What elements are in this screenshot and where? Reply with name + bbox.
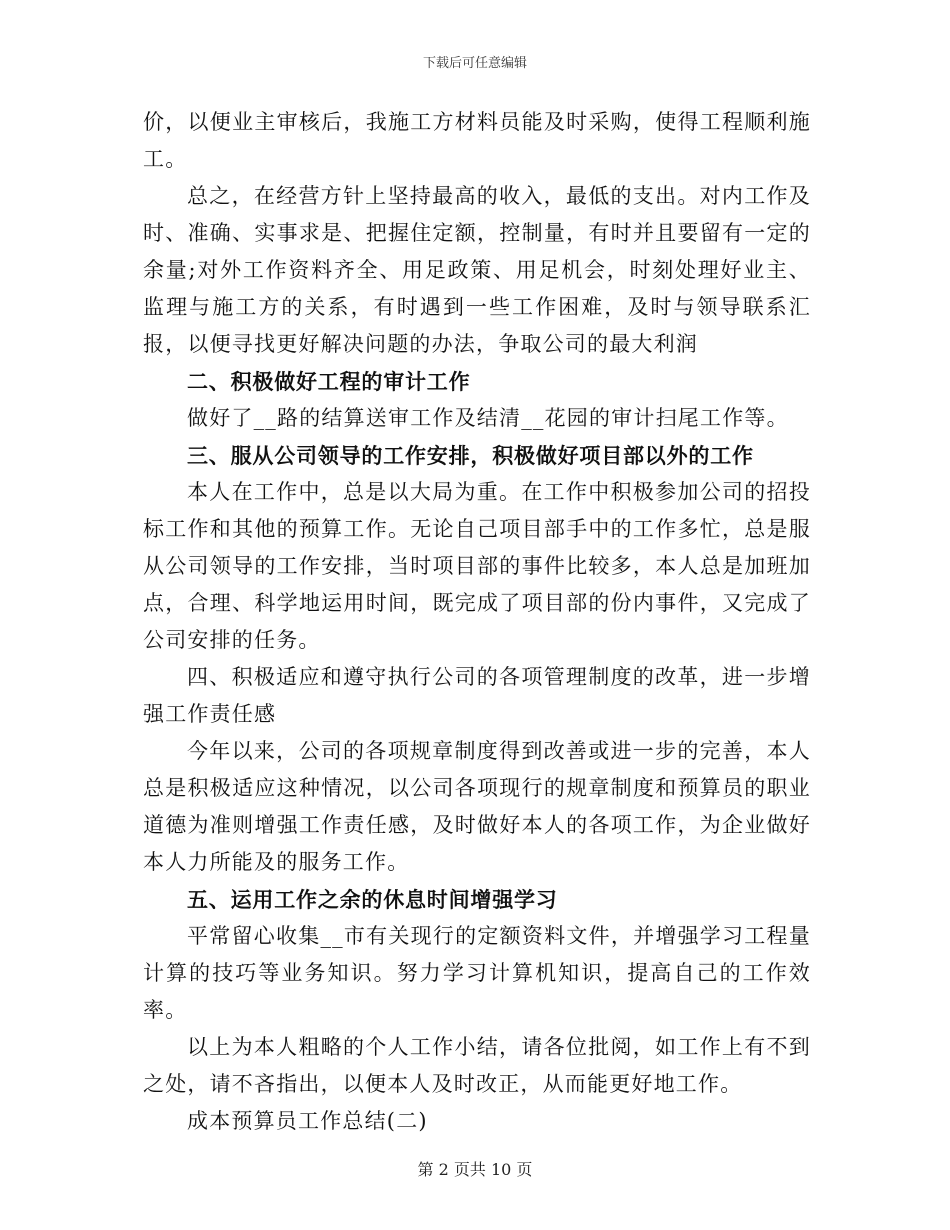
paragraph: 本人在工作中，总是以大局为重。在工作中积极参加公司的招投标工作和其他的预算工作。无论自己项目部手中的工作多忙，总是服从公司领导的工作安排，当时项目部的事件比较多，本人总是加班加点，合理、科学地运用时间，既完成了项目部的份内事件，又完成了公司安排的任务。 (143, 480, 811, 652)
paragraph: 平常留心收集__市有关现行的定额资料文件，并增强学习工程量计算的技巧等业务知识。努力学习计算机知识，提高自己的工作效率。 (143, 924, 811, 1022)
page-number: 第 2 页共 10 页 (417, 1160, 533, 1179)
paragraph: 价，以便业主审核后，我施工方材料员能及时采购，使得工程顺利施工。 (143, 110, 811, 171)
subtitle: 成本预算员工作总结(二) (187, 1109, 428, 1133)
section-heading: 四、积极适应和遵守执行公司的各项管理制度的改革，进一步增强工作责任感 (143, 665, 811, 726)
page-header-note: 下载后可任意编辑 (422, 56, 527, 71)
section-heading: 二、积极做好工程的审计工作 (187, 369, 471, 394)
section-heading: 五、运用工作之余的休息时间增强学习 (187, 887, 558, 912)
paragraph: 以上为本人粗略的个人工作小结，请各位批阅，如工作上有不到之处，请不吝指出，以便本人及时改正，从而能更好地工作。 (143, 1035, 811, 1096)
document-body (143, 104, 811, 1140)
paragraph: 做好了__路的结算送审工作及结清__花园的审计扫尾工作等。 (187, 406, 789, 430)
paragraph: 今年以来，公司的各项规章制度得到改善或进一步的完善，本人总是积极适应这种情况，以公司各项现行的规章制度和预算员的职业道德为准则增强工作责任感，及时做好本人的各项工作，为企业做好本人力所能及的服务工作。 (143, 739, 811, 874)
paragraph: 总之，在经营方针上坚持最高的收入，最低的支出。对内工作及时、准确、实事求是、把握住定额，控制量，有时并且要留有一定的余量;对外工作资料齐全、用足政策、用足机会，时刻处理好业主、监理与施工方的关系，有时遇到一些工作困难，及时与领导联系汇报，以便寻找更好解决问题的办法，争取公司的最大利润 (143, 184, 811, 356)
section-heading: 三、服从公司领导的工作安排，积极做好项目部以外的工作 (187, 443, 754, 468)
